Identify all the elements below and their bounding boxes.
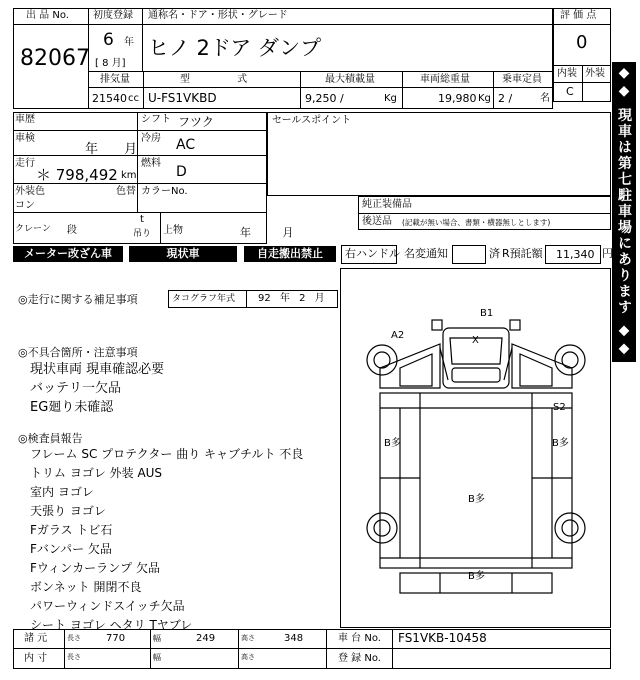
fuel-value: D [176, 164, 187, 180]
damage-mark: A2 [391, 330, 405, 341]
defect-line: バッテリ一欠品 [30, 381, 122, 396]
recycle-deposit-value: 11,340 [556, 248, 595, 261]
mileage-value: ＊ 798,492 [36, 166, 118, 184]
name-change-box [452, 245, 486, 264]
sales-point-label: セールスポイント [272, 115, 352, 126]
height-label: 高さ [241, 653, 255, 661]
recycle-deposit-label: R預託額 [502, 247, 543, 260]
interior-value: C [566, 85, 574, 98]
mount-label: 上物 [163, 225, 183, 236]
no-self-drive-badge: 自走搬出禁止 [244, 246, 336, 262]
inspector-line: シート ヨゴレ ヘタリ Tヤブレ [30, 618, 193, 632]
interior-label: 内装 [557, 68, 577, 79]
damage-mark: B多 [384, 438, 401, 449]
first-reg-year: 6 [103, 30, 114, 50]
chassis-label: 車 台 No. [338, 633, 381, 644]
rating-label: 評 価 点 [560, 10, 597, 21]
inspector-line: Fウィンカーランプ 欠品 [30, 561, 160, 575]
mileage-label: 走行 [15, 158, 35, 169]
recycle-unit: 円 [602, 247, 613, 260]
capacity-value: 2 / [498, 92, 513, 105]
displacement-value: 21540 [92, 92, 127, 105]
inspector-line: ボンネット 開閉不良 [30, 580, 142, 594]
crane-tons: t [140, 214, 144, 225]
inspector-line: トリム ヨゴレ 外装 AUS [30, 466, 163, 480]
max-load-value: 9,250 / [305, 92, 344, 105]
crane-hang: 吊り [133, 229, 152, 239]
damage-mark: B多 [468, 494, 485, 505]
crane-label: クレーン [15, 224, 51, 234]
defect-line: 現状車両 現車確認必要 [30, 362, 165, 377]
lot-number-label: 出 品 No. [26, 10, 69, 21]
gross-weight-label: 車両総重量 [420, 74, 470, 85]
name-change-label: 名変通知 [404, 247, 448, 260]
fuel-label: 燃料 [141, 158, 161, 169]
recycle-items-note: (記載が無い場合、書類・横器無しとします) [402, 218, 551, 227]
inspector-line: 天張り ヨゴレ [30, 504, 106, 518]
parking-notice: ◆◆ 現車は第七駐車場にあります ◆◆ [612, 62, 636, 362]
color-number-label: カラーNo. [141, 186, 188, 197]
exterior-label: 外装 [585, 68, 605, 79]
equipment-label: 純正装備品 [362, 199, 412, 210]
damage-mark: X [472, 335, 479, 346]
mount-value: 年 月 [240, 226, 294, 239]
damage-mark: S2 [553, 402, 566, 413]
capacity-label: 乗車定員 [502, 74, 542, 85]
year-unit: 年 [124, 37, 134, 48]
lot-number: 82067 [20, 46, 90, 71]
width-label: 幅 [153, 653, 161, 662]
shift-label: シフト [141, 114, 171, 125]
interior-dims-label: 内 寸 [24, 653, 48, 664]
capacity-unit: 名 [540, 93, 550, 104]
length-value: 770 [106, 633, 126, 644]
rating-value: 0 [576, 32, 588, 53]
ac-label: 冷房 [141, 133, 161, 144]
inspection-value: 年 月 [85, 142, 138, 157]
ac-value: AC [176, 137, 196, 153]
tacho-label: タコグラフ年式 [172, 294, 236, 304]
inspector-heading: ◎検査員報告 [18, 432, 83, 445]
vehicle-name: ヒノ 2ドア ダンプ [148, 36, 322, 60]
max-load-unit: Kg [384, 93, 397, 104]
inspector-line: Fガラス トビ石 [30, 523, 113, 537]
displacement-unit: cc [128, 93, 139, 104]
footer-table [13, 629, 611, 669]
gross-weight-value: 19,980 [438, 92, 477, 105]
recycle-label: 済 [489, 247, 500, 260]
displacement-label: 排気量 [100, 74, 130, 85]
color-change-label: 色替 [116, 186, 136, 197]
ext-color-label: 外装色 [15, 186, 45, 197]
first-reg-month: [ 8 月] [95, 58, 126, 69]
width-value: 249 [196, 633, 216, 644]
driving-heading: ◎走行に関する補足事項 [18, 293, 138, 306]
damage-mark: B多 [468, 571, 485, 582]
inspector-line: パワーウィンドスイッチ欠品 [30, 599, 185, 613]
history-label: 車歴 [15, 114, 35, 125]
height-value: 348 [284, 633, 304, 644]
damage-mark: B1 [480, 308, 494, 319]
mileage-unit: km [121, 170, 137, 181]
inspector-line: 室内 ヨゴレ [30, 485, 94, 499]
model-value: U-FS1VKBD [148, 91, 217, 105]
max-load-label: 最大積載量 [325, 74, 375, 85]
shift-value: フツク [178, 115, 214, 129]
inspector-line: フレーム SC プロテクター 曲り キャブチルト 不良 [30, 447, 304, 461]
length-label: 長さ [67, 653, 81, 661]
handle-value: 右ハンドル [345, 247, 400, 260]
model-label: 型 式 [180, 74, 270, 85]
length-label: 長さ [67, 634, 81, 642]
reg-label: 登 録 No. [338, 653, 381, 664]
crane-unit: 段 [67, 225, 77, 236]
defect-line: EG廻り未確認 [30, 400, 114, 415]
recycle-items-label: 後送品 [362, 216, 392, 227]
width-label: 幅 [153, 634, 161, 643]
meter-tampered-badge: メーター改ざん車 [13, 246, 123, 262]
chassis-value: FS1VKB-10458 [398, 631, 487, 645]
tacho-value: 92 年 2 月 [258, 293, 325, 304]
vehicle-name-label: 通称名・ドア・形状・グレード [148, 10, 288, 21]
height-label: 高さ [241, 634, 255, 642]
inspection-label: 車検 [15, 133, 35, 144]
damage-mark: B多 [552, 438, 569, 449]
first-reg-label: 初度登録 [93, 10, 133, 21]
dims-label: 諸 元 [24, 633, 48, 644]
as-is-badge: 現状車 [129, 246, 237, 262]
ext-color-value: コン [15, 200, 35, 211]
inspector-line: Fバンパー 欠品 [30, 542, 112, 556]
gross-weight-unit: Kg [478, 93, 491, 104]
defects-heading: ◎不具合箇所・注意事項 [18, 346, 138, 359]
